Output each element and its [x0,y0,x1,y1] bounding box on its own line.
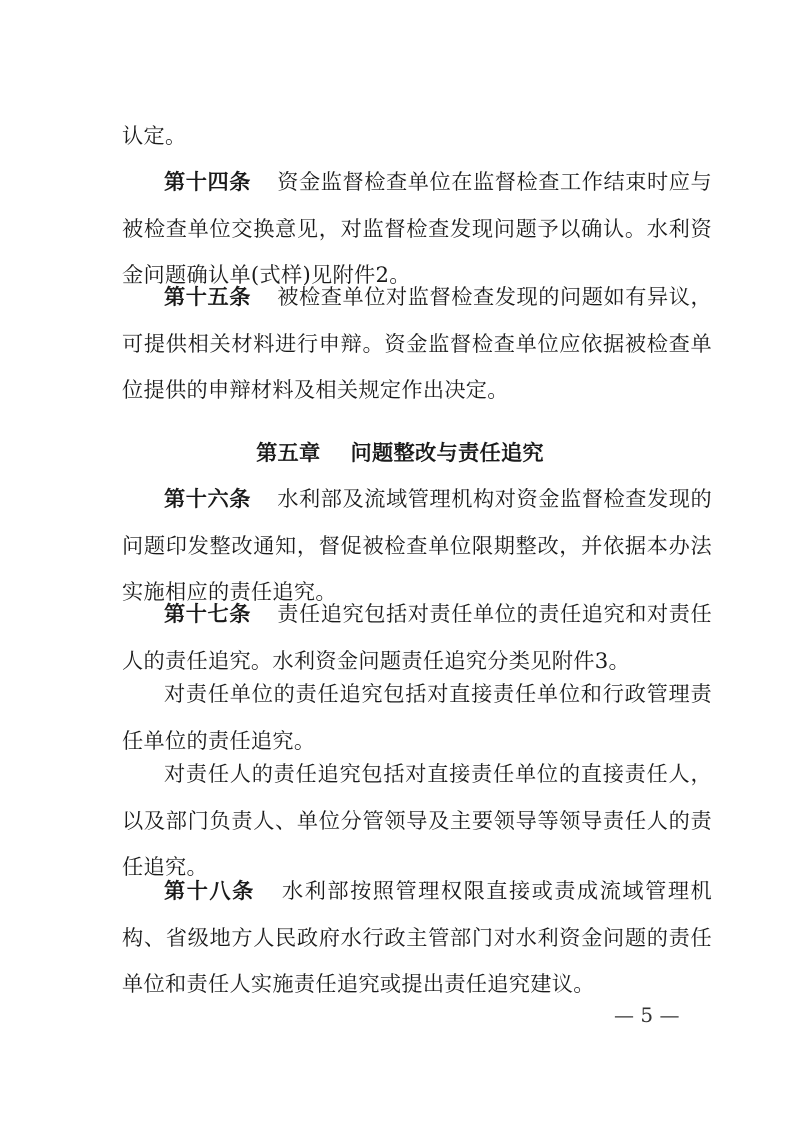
article-18 [122,868,712,1008]
chapter-number: 第五章 [256,440,321,465]
paragraph-text: 对责任单位的责任追究包括对直接责任单位和行政管理责任单位的责任追究。 [122,681,712,753]
article-text: 水利部按照管理权限直接或责成流域管理机构、省级地方人民政府水行政主管部门对水利资金问题的责任单位和责任人实施责任追究或提出责任追究建议。 [122,878,713,996]
article-number: 第十七条 [164,601,251,626]
article-text: 被检查单位对监督检查发现的问题如有异议，可提供相关材料进行申辩。资金监督检查单位应依据被检查单位提供的申辩材料及相关规定作出决定。 [122,284,712,402]
article-number: 第十八条 [164,878,255,903]
article-number: 第十六条 [164,486,251,511]
article-number: 第十五条 [164,284,251,309]
article-number: 第十四条 [164,169,251,194]
article-15 [122,274,712,414]
paragraph-text: 对责任人的责任追究包括对直接责任单位的直接责任人，以及部门负责人、单位分管领导及主要领导等领导责任人的责任追究。 [122,761,712,879]
article-text: 责任追究包括对责任单位的责任追究和对责任人的责任追究。水利资金问题责任追究分类见附件3。 [122,601,712,673]
chapter-heading [0,433,800,473]
article-text: 水利部及流域管理机构对资金监督检查发现的问题印发整改通知，督促被检查单位限期整改，并依据本办法实施相应的责任追究。 [122,486,712,604]
paragraph-text: 认定。 [122,123,187,148]
page-number: — 5 — [614,1003,680,1027]
chapter-title: 问题整改与责任追究 [350,440,544,465]
paragraph-continuation [122,113,712,160]
article-text: 资金监督检查单位在监督检查工作结束时应与被检查单位交换意见，对监督检查发现问题予以确认。水利资金问题确认单(式样)见附件2。 [122,169,712,287]
